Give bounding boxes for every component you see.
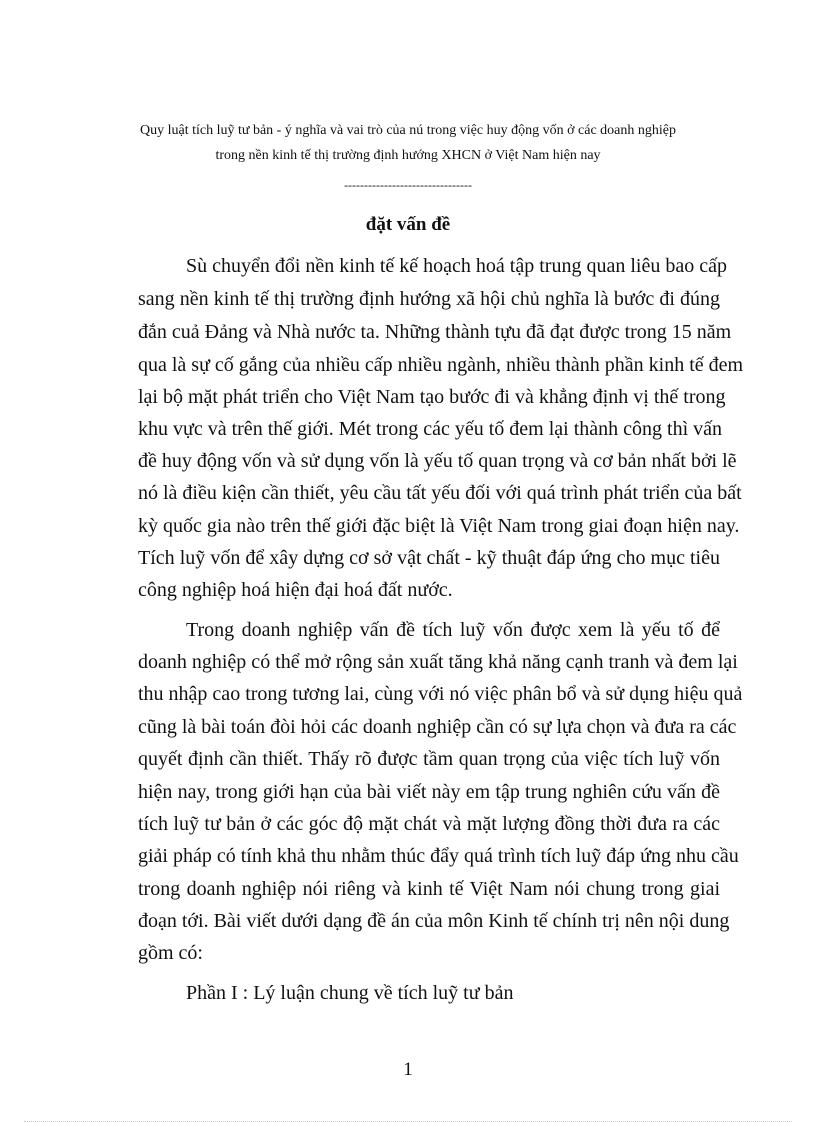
section-outline-item: Phần I : Lý luận chung về tích luỹ tư bản xyxy=(186,982,514,1004)
page-number: 1 xyxy=(403,1059,413,1080)
paragraph-1-line: qua là sự cố gắng của nhiều cấp nhiều ngành, nhiều thành phần kinh tế đem xyxy=(138,354,744,376)
paragraph-2-line: Trong doanh nghiệp vấn đề tích luỹ vốn được xem là yếu tố để xyxy=(186,619,720,641)
page-bottom-divider xyxy=(24,1121,792,1122)
paragraph-1-line: sang nền kinh tế thị trường định hướng xã hội chủ nghĩa là bước đi đúng xyxy=(138,288,720,310)
paragraph-2-line: hiện nay, trong giới hạn của bài viết này em tập trung nghiên cứu vấn đề xyxy=(138,781,720,803)
paragraph-1-line: lại bộ mặt phát triển cho Việt Nam tạo bước đi và khẳng định vị thế trong xyxy=(138,386,726,408)
paragraph-1-line: công nghiệp hoá hiện đại hoá đất nước. xyxy=(138,579,453,601)
paragraph-2-line: doanh nghiệp có thể mở rộng sản xuất tăng khả năng cạnh tranh và đem lại xyxy=(138,651,738,673)
paragraph-1-line: Sù chuyển đổi nền kinh tế kế hoạch hoá tập trung quan liêu bao cấp xyxy=(186,255,727,277)
paragraph-2-line: tích luỹ tư bản ở các góc độ mặt chát và mặt lượng đồng thời đưa ra các xyxy=(138,813,720,835)
paragraph-1-line: đề huy động vốn và sử dụng vốn là yếu tố quan trọng và cơ bản nhất bởi lẽ xyxy=(138,450,737,472)
document-header-line-2: trong nền kinh tế thị trường định hướng XHCN ở Việt Nam hiện nay xyxy=(215,148,601,163)
section-heading: đặt vấn đề xyxy=(365,214,451,235)
paragraph-1-line: khu vực và trên thế giới. Mét trong các yếu tố đem lại thành công thì vấn xyxy=(138,418,723,440)
paragraph-2-line: thu nhập cao trong tương lai, cùng với nó việc phân bổ và sử dụng hiệu quả xyxy=(138,683,743,705)
paragraph-2-line: quyết định cần thiết. Thấy rõ được tầm quan trọng của việc tích luỹ vốn xyxy=(138,748,720,770)
paragraph-2-line: giải pháp có tính khả thu nhằm thúc đẩy quá trình tích luỹ đáp ứng nhu cầu xyxy=(138,845,739,867)
paragraph-1-line: kỳ quốc gia nào trên thế giới đặc biệt là Việt Nam trong giai đoạn hiện nay. xyxy=(138,515,740,537)
paragraph-1-line: đắn cuả Đảng và Nhà nước ta. Những thành tựu đã đạt được trong 15 năm xyxy=(138,321,732,343)
paragraph-2-line: đoạn tới. Bài viết dưới dạng đề án của môn Kinh tế chính trị nên nội dung xyxy=(138,910,730,932)
paragraph-1-line: Tích luỹ vốn để xây dựng cơ sở vật chất - kỹ thuật đáp ứng cho mục tiêu xyxy=(138,547,720,569)
paragraph-2-line: cũng là bài toán đòi hỏi các doanh nghiệp cần có sự lựa chọn và đưa ra các xyxy=(138,716,737,738)
document-header-line-1: Quy luật tích luỹ tư bản - ý nghĩa và vai trò của nú trong việc huy động vốn ở các doanh nghiệp xyxy=(140,123,676,138)
paragraph-1-line: nó là điều kiện cần thiết, yêu cầu tất yếu đối với quá trình phát triển của bất xyxy=(138,482,742,504)
header-divider: -------------------------------- xyxy=(344,178,472,192)
paragraph-2-line: gồm có: xyxy=(138,942,203,964)
paragraph-2-line: trong doanh nghiệp nói riêng và kinh tế Việt Nam nói chung trong giai xyxy=(138,878,720,900)
